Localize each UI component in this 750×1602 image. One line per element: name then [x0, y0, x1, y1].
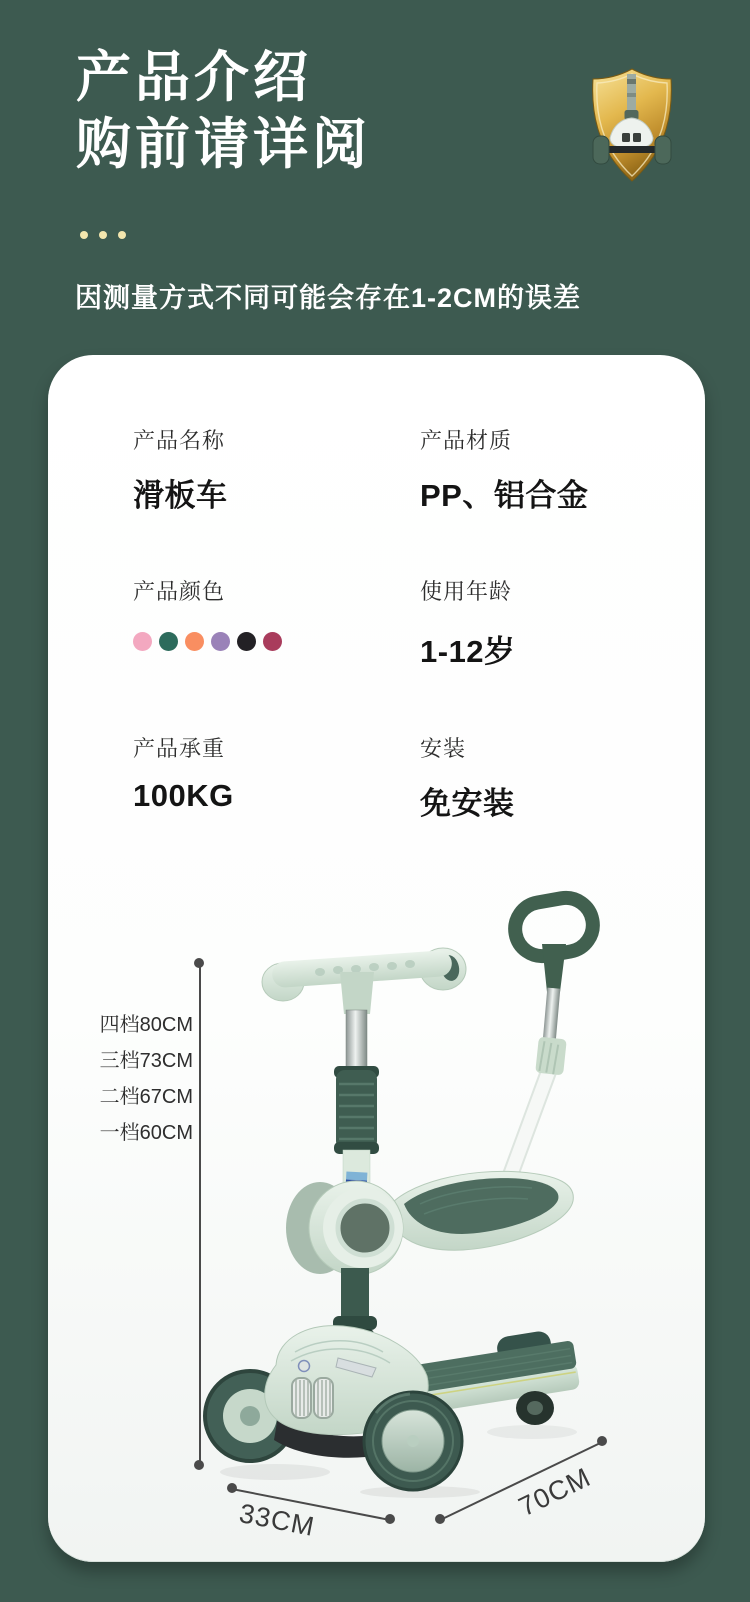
color-swatch-black [237, 632, 256, 651]
page-title-line1: 产品介绍 [76, 46, 313, 108]
scooter-stem [262, 948, 466, 1339]
color-swatch-purple [211, 632, 230, 651]
spec-card [48, 355, 705, 1562]
front-wheel-right [364, 1392, 462, 1490]
spec-label: 使用年龄 [420, 579, 513, 604]
page-title [76, 44, 371, 178]
scooter-product-image [180, 860, 640, 1500]
spec-colors [133, 575, 282, 651]
page-title-line2: 购前请详阅 [76, 113, 372, 175]
scooter-seat [386, 1171, 573, 1250]
spec-load [133, 732, 234, 814]
height-level-1: 一档60CM [99, 1122, 193, 1144]
accent-dot [99, 231, 107, 239]
push-handle [502, 894, 597, 1198]
emblem [299, 1361, 310, 1372]
spec-value: 1-12岁 [420, 634, 516, 669]
height-level-3: 三档73CM [99, 1050, 193, 1072]
measurement-tolerance-note: 因测量方式不同可能会存在1-2CM的误差 [75, 283, 582, 313]
height-levels [48, 1007, 193, 1151]
spec-label: 安装 [420, 736, 467, 761]
title-accent-dots-icon [80, 231, 126, 239]
height-level-2: 二档67CM [99, 1086, 193, 1108]
deck-width-label: 33CM [236, 1498, 318, 1542]
spec-value: 100KG [133, 778, 234, 813]
spec-value: 免安装 [420, 786, 515, 821]
color-swatch-green [159, 632, 178, 651]
deck-length-label: 70CM [514, 1461, 596, 1523]
spec-label: 产品名称 [133, 428, 226, 453]
spec-installation [420, 732, 515, 823]
color-swatch-maroon [263, 632, 282, 651]
height-level-4: 四档80CM [99, 1014, 193, 1036]
spec-label: 产品材质 [420, 428, 513, 453]
spec-material [420, 424, 588, 515]
spec-label: 产品承重 [133, 736, 226, 761]
color-swatch-row [133, 632, 282, 651]
color-swatch-pink [133, 632, 152, 651]
gold-shield-scooter-badge-icon [586, 66, 678, 184]
spec-age [420, 575, 516, 671]
accent-dot [80, 231, 88, 239]
spec-value: 滑板车 [133, 478, 228, 513]
accent-dot [118, 231, 126, 239]
spec-label: 产品颜色 [133, 579, 226, 604]
measure-dot [385, 1514, 395, 1524]
color-swatch-orange [185, 632, 204, 651]
spec-value: PP、铝合金 [420, 478, 589, 513]
measure-dot [435, 1514, 445, 1524]
spec-product-name [133, 424, 228, 515]
